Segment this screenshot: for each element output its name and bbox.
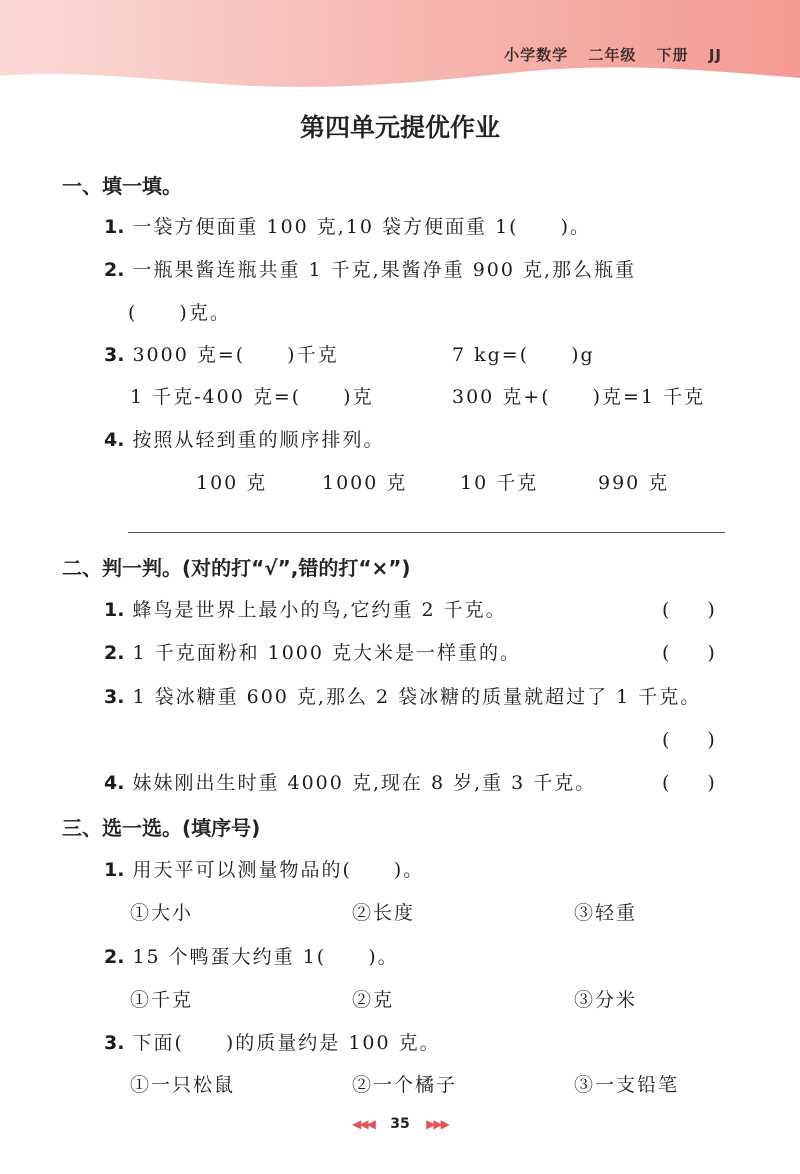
answer-line	[128, 532, 725, 533]
option-choice: ②长度	[352, 902, 416, 924]
question-number: 3.	[104, 344, 125, 366]
s1-q3b-text: 7 kg=( )g	[452, 344, 595, 366]
page-title: 第四单元提优作业	[299, 113, 500, 142]
s1-q3c-text: 1 千克-400 克=( )克	[130, 386, 374, 408]
s1-q2-text-line1: 一瓶果酱连瓶共重 1 千克,果酱净重 900 克,那么瓶重	[132, 259, 637, 281]
s1-q4-text: 按照从轻到重的顺序排列。	[132, 429, 385, 451]
option-choice: ②一个橘子	[352, 1074, 458, 1096]
question-number: 4.	[104, 429, 125, 451]
s3-question-1	[104, 855, 424, 882]
weight-item: 10 千克	[460, 472, 539, 494]
s2-question-3	[104, 682, 701, 709]
s3-question-2	[104, 942, 399, 969]
s2-q1-text: 蜂鸟是世界上最小的鸟,它约重 2 千克。	[132, 599, 507, 621]
option-choice: ②克	[352, 989, 395, 1011]
s2-question-2	[104, 638, 521, 665]
s3-q1-text: 用天平可以测量物品的( )。	[132, 859, 425, 881]
answer-blank: ( )	[662, 642, 715, 664]
question-number: 1.	[104, 216, 125, 238]
s1-question-4	[104, 425, 384, 452]
answer-blank: ( )	[662, 729, 715, 751]
question-number: 2.	[104, 642, 125, 664]
s3-q3-text: 下面( )的质量约是 100 克。	[132, 1032, 441, 1054]
s2-question-4	[104, 768, 596, 795]
option-choice: ③分米	[574, 989, 638, 1011]
section1-heading: 一、填一填。	[62, 174, 182, 198]
option-choice: ③轻重	[574, 902, 638, 924]
section3-heading: 三、选一选。(填序号)	[62, 816, 261, 840]
option-choice: ①千克	[130, 989, 194, 1011]
answer-blank: ( )	[662, 772, 715, 794]
question-number: 2.	[104, 946, 125, 968]
header-edition: JJ	[708, 46, 722, 64]
option-choice: ③一支铅笔	[574, 1074, 680, 1096]
s2-q2-text: 1 千克面粉和 1000 克大米是一样重的。	[132, 642, 522, 664]
s1-question-2	[104, 255, 636, 282]
s3-q2-text: 15 个鸭蛋大约重 1( )。	[132, 946, 399, 968]
header-volume: 下册	[656, 46, 689, 64]
question-number: 3.	[104, 1032, 125, 1054]
s1-q3d-text: 300 克+( )克=1 千克	[452, 386, 706, 408]
question-number: 2.	[104, 259, 125, 281]
option-choice: ①大小	[130, 902, 194, 924]
answer-blank: ( )	[662, 599, 715, 621]
option-choice: ①一只松鼠	[130, 1074, 236, 1096]
s3-question-3	[104, 1028, 441, 1055]
weight-item: 1000 克	[322, 472, 408, 494]
question-number: 1.	[104, 859, 125, 881]
s2-q3-text: 1 袋冰糖重 600 克,那么 2 袋冰糖的质量就超过了 1 千克。	[132, 686, 702, 708]
page-footer	[0, 1116, 800, 1132]
s1-q1-text: 一袋方便面重 100 克,10 袋方便面重 1( )。	[132, 216, 592, 238]
page-number: 35	[390, 1116, 410, 1132]
s1-q2-text-line2: ( )克。	[128, 302, 231, 324]
question-number: 1.	[104, 599, 125, 621]
s2-question-1	[104, 595, 507, 622]
section2-heading: 二、判一判。(对的打“√”,错的打“×”)	[62, 556, 411, 580]
s1-q3a-text: 3000 克=( )千克	[132, 344, 339, 366]
header-subject: 小学数学	[504, 46, 569, 64]
s1-question-1	[104, 212, 591, 239]
s1-question-3	[104, 340, 339, 367]
header-tag	[490, 44, 722, 65]
header-grade: 二年级	[588, 46, 637, 64]
question-number: 3.	[104, 686, 125, 708]
s2-q4-text: 妹妹刚出生时重 4000 克,现在 8 岁,重 3 千克。	[132, 772, 597, 794]
weight-item: 990 克	[598, 472, 670, 494]
left-arrows-icon: ◀◀◀	[352, 1117, 374, 1131]
right-arrows-icon: ▶▶▶	[426, 1117, 448, 1131]
question-number: 4.	[104, 772, 125, 794]
weight-item: 100 克	[196, 472, 268, 494]
